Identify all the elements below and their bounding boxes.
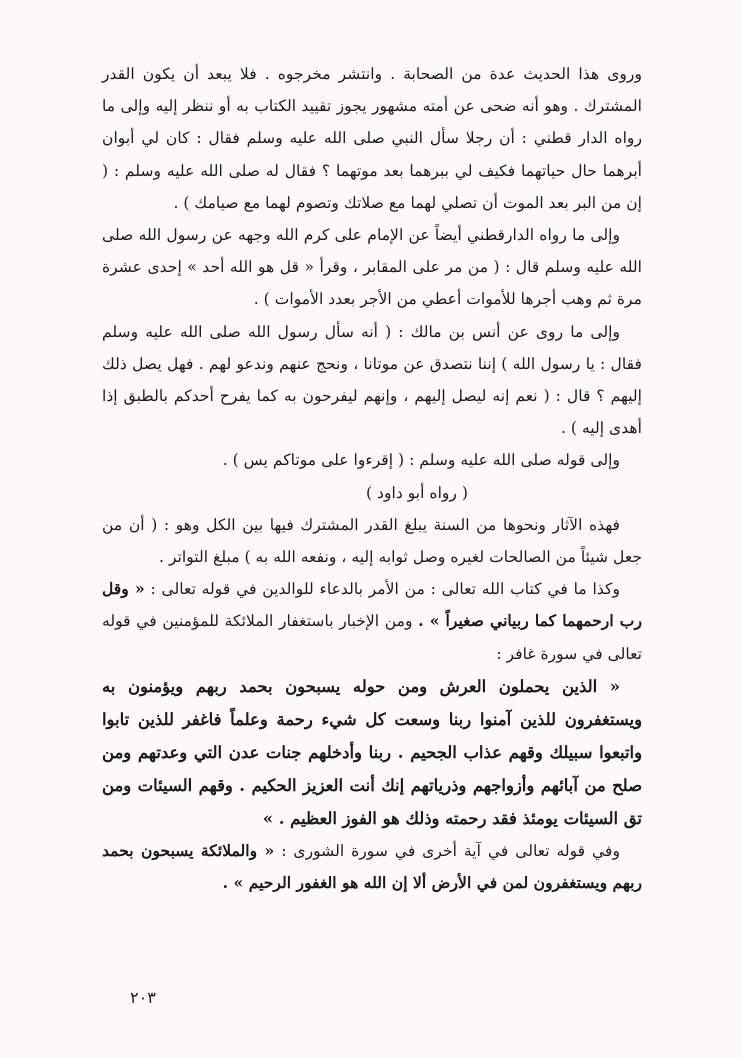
quran-parents-intro: وكذا ما في كتاب الله تعالى : من الأمر بالدعاء للوالدين في قوله تعالى : — [150, 580, 620, 599]
page-number: ٢٠٣ — [130, 988, 156, 1007]
quran-verse-ghafir: « الذين يحملون العرش ومن حوله يسبحون بحمد ربهم ويؤمنون به ويستغفرون للذين آمنوا ربنا وسعت كل شيء رحمة وعلماً فاغفر للذين تابوا واتبعوا سبيلك وقهم عذاب الجحيم . ربنا وأدخلهم جنات عدن التي وعدتهم ومن صلح من آبائهم وأزواجهم وذرياتهم إنك أنت العزيز الحكيم . وقهم السيئات ومن تق السيئات يومئذ فقد رحمته وذلك هو الفوز العظيم . » — [102, 676, 642, 828]
quran-verse-parents: « وقل رب ارحمهما كما ربياني صغيراً » . — [102, 579, 642, 631]
shura-intro: وفي قوله تعالى في آية أخرى في سورة الشورى : — [281, 841, 620, 860]
paragraph-hadith-sahaba: وروى هذا الحديث عدة من الصحابة . وانتشر مخرجوه . فلا يبعد أن يكون القدر المشترك . وهو أنه ضحى عن أمته مشهور يجوز تقييد الكتاب به أو ننظر إليه وإلى ما رواه الدار قطني : أن رجلا سأل النبي صلى الله عليه وسلم فقال : كان لي أبوان أبرهما حال حياتهما فكيف لي ببرهما بعد موتهما ؟ فقال له صلى الله عليه وسلم : ( إن من البر بعد الموت أن تصلي لهما مع صلاتك وتصوم لهما مع صيامك ) . — [102, 65, 642, 212]
angels-istighfar-intro: ومن الإخبار باستغفار الملائكة للمؤمنين في قوله تعالى في سورة غافر : — [102, 612, 642, 663]
paragraph-quran-parents — [102, 573, 642, 670]
page-body — [102, 58, 642, 899]
paragraph-anas-ibn-malik: وإلى ما روى عن أنس بن مالك : ( أنه سأل رسول الله صلى الله عليه وسلم فقال : يا رسول الله ) إننا نتصدق عن موتانا ، ونحج عنهم وندعو لهم . فهل يصل ذلك إليهم ؟ قال : ( نعم إنه ليصل إليهم ، وإنهم ليفرحون به كما يفرح أحدكم بالطبق إذا أهدى إليه ) . — [102, 322, 642, 438]
paragraph-yasin-hadith: وإلى قوله صلى الله عليه وسلم : ( إقرءوا على موتاكم يس ) . — [222, 451, 620, 470]
citation-abu-dawud: ( رواه أبو داود ) — [365, 483, 469, 502]
paragraph-shura — [102, 835, 642, 899]
paragraph-tawatur: فهذه الآثار ونحوها من السنة يبلغ القدر المشترك فيها بين الكل وهو : ( أن من جعل شيئاً من الصالحات لغيره وصل ثوابه إليه ، ونفعه الله به ) مبلغ التواتر . — [102, 515, 642, 567]
quran-verse-shura: « والملائكة يسبحون بحمد ربهم ويستغفرون لمن في الأرض ألا إن الله هو الغفور الرحيم » . — [102, 840, 642, 893]
paragraph-daraqutni-ali: وإلى ما رواه الدارقطني أيضاً عن الإمام على كرم الله وجهه عن رسول الله صلى الله عليه وسلم قال : ( من مر على المقابر ، وقرأ « قل هو الله أحد » إحدى عشرة مرة ثم وهب أجرها للأموات أعطي من الأجر بعدد الأموات ) . — [102, 226, 642, 309]
